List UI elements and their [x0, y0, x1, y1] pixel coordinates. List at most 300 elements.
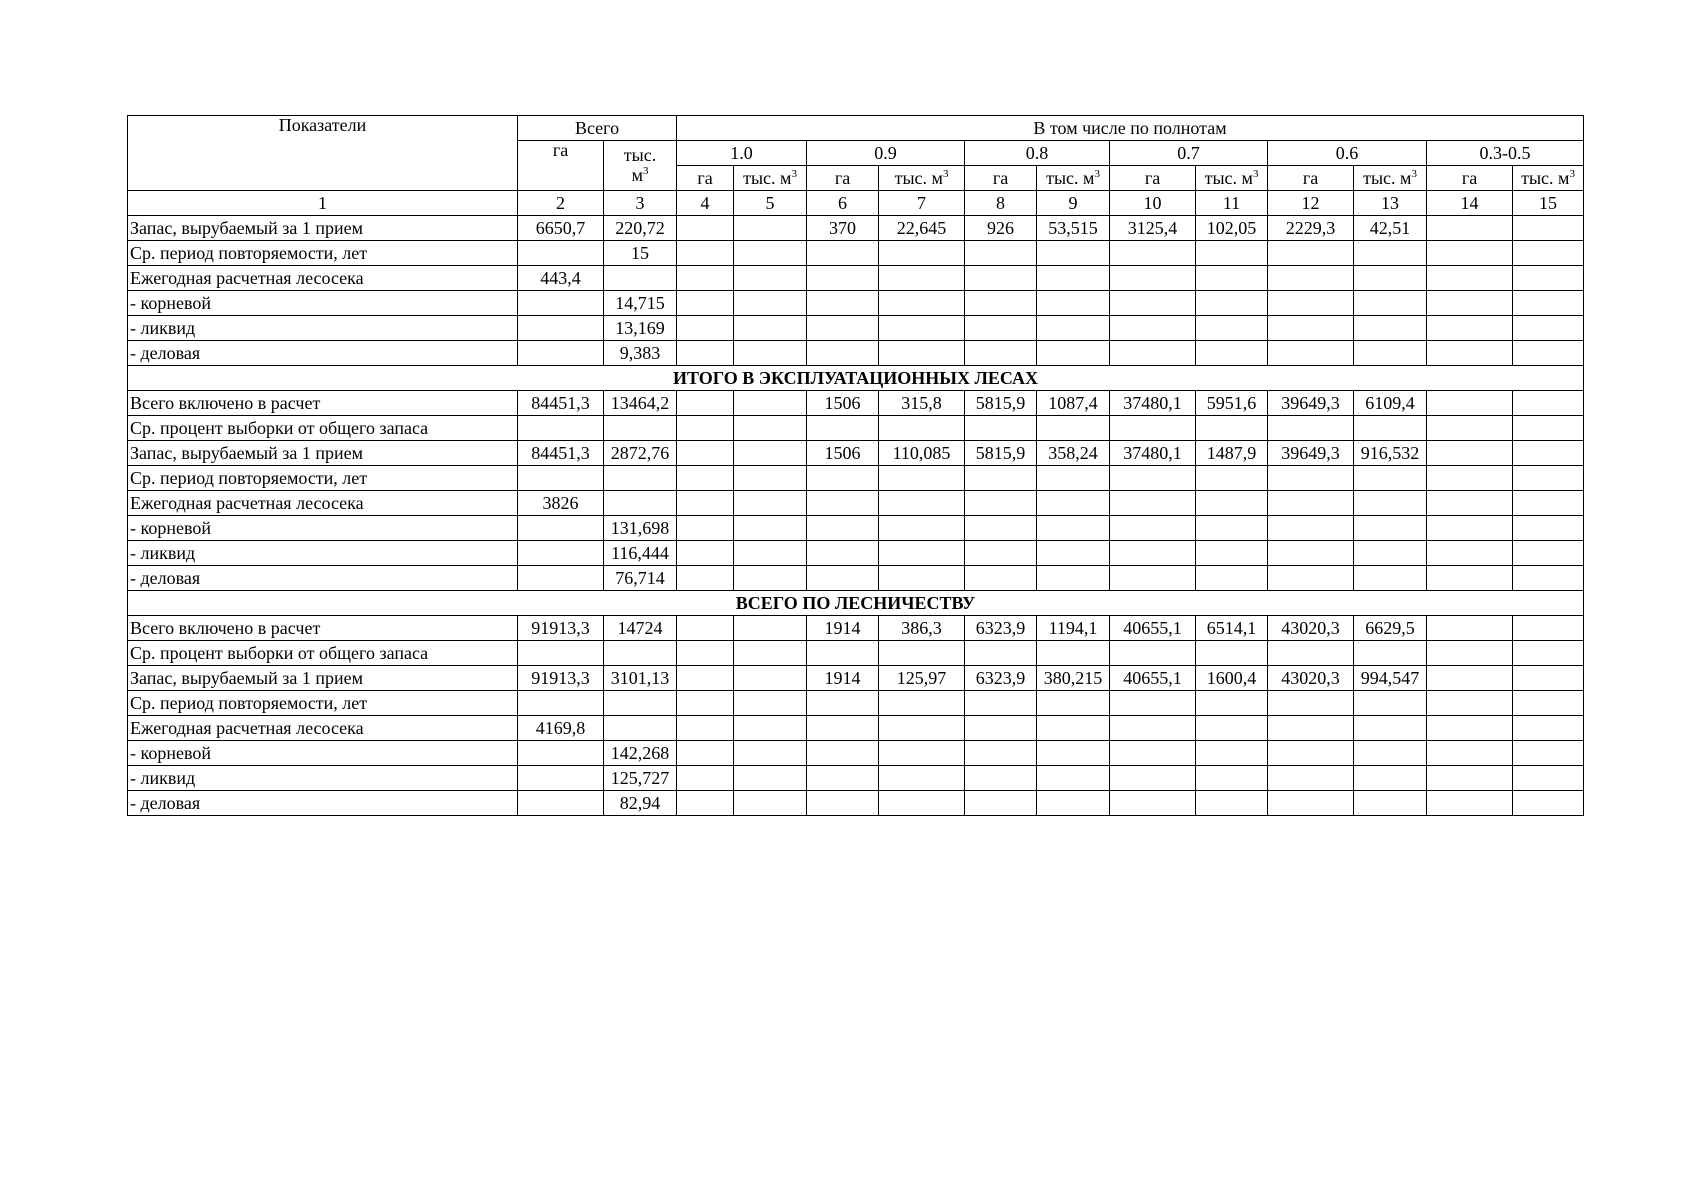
table-cell [677, 541, 734, 566]
table-cell [677, 691, 734, 716]
row-label: - корневой [128, 291, 518, 316]
table-row [128, 466, 1584, 491]
table-cell [1110, 491, 1196, 516]
table-cell [1427, 516, 1513, 541]
table-cell: 43020,3 [1268, 666, 1354, 691]
density-group-header: 1.0 [677, 141, 807, 166]
section-title: ИТОГО В ЭКСПЛУАТАЦИОННЫХ ЛЕСАХ [128, 366, 1584, 391]
table-cell: 916,532 [1354, 441, 1427, 466]
table-cell [1354, 316, 1427, 341]
table-cell [677, 341, 734, 366]
table-cell: 40655,1 [1110, 666, 1196, 691]
table-cell [518, 691, 604, 716]
table-cell [1196, 316, 1268, 341]
table-cell [518, 541, 604, 566]
unit-thousand-m3-header: тыс. $м^3$ [1037, 166, 1110, 191]
table-cell: 4169,8 [518, 716, 604, 741]
table-cell [879, 291, 965, 316]
table-cell [807, 741, 879, 766]
table-cell [604, 691, 677, 716]
table-cell [879, 466, 965, 491]
table-row [128, 291, 1584, 316]
table-cell [677, 791, 734, 816]
table-cell [965, 741, 1037, 766]
table-cell [1037, 341, 1110, 366]
table-cell [1196, 741, 1268, 766]
table-cell [1110, 641, 1196, 666]
table-cell [734, 241, 807, 266]
table-cell: 53,515 [1037, 216, 1110, 241]
table-cell: 13464,2 [604, 391, 677, 416]
row-label: Запас, вырубаемый за 1 прием [128, 666, 518, 691]
table-cell [965, 316, 1037, 341]
table-cell [1427, 616, 1513, 641]
table-cell: 220,72 [604, 216, 677, 241]
table-cell [879, 516, 965, 541]
table-cell: 91913,3 [518, 616, 604, 641]
unit-ha-header: га [965, 166, 1037, 191]
column-number: 4 [677, 191, 734, 216]
table-cell [604, 716, 677, 741]
table-cell [1110, 791, 1196, 816]
table-cell [1268, 516, 1354, 541]
table-cell [734, 216, 807, 241]
table-cell: 1506 [807, 391, 879, 416]
table-row [128, 541, 1584, 566]
table-cell [1110, 741, 1196, 766]
table-cell: 39649,3 [1268, 441, 1354, 466]
row-label: Ср. период повторяемости, лет [128, 241, 518, 266]
table-cell [1513, 641, 1584, 666]
table-cell [1354, 466, 1427, 491]
table-cell [1196, 541, 1268, 566]
table-cell [965, 641, 1037, 666]
table-cell [734, 466, 807, 491]
table-cell [734, 516, 807, 541]
unit-thousand-m3-header: тыс. $м^3$ [734, 166, 807, 191]
table-cell [1110, 566, 1196, 591]
table-cell [1354, 291, 1427, 316]
table-cell: 91913,3 [518, 666, 604, 691]
table-row [128, 766, 1584, 791]
table-cell [1354, 741, 1427, 766]
table-cell [1196, 566, 1268, 591]
table-cell [965, 291, 1037, 316]
table-cell [1037, 466, 1110, 491]
table-cell [1513, 566, 1584, 591]
table-cell [1196, 491, 1268, 516]
row-label: Ср. период повторяемости, лет [128, 691, 518, 716]
table-cell [1513, 241, 1584, 266]
table-cell [879, 691, 965, 716]
table-cell [1196, 266, 1268, 291]
table-cell [965, 691, 1037, 716]
table-cell [1427, 216, 1513, 241]
table-cell [1037, 416, 1110, 441]
table-cell [604, 466, 677, 491]
table-cell [1110, 341, 1196, 366]
table-cell [1037, 741, 1110, 766]
table-cell: 37480,1 [1110, 441, 1196, 466]
table-cell [965, 341, 1037, 366]
row-label: - ликвид [128, 541, 518, 566]
table-cell [879, 641, 965, 666]
row-label: - деловая [128, 341, 518, 366]
table-cell [1513, 616, 1584, 641]
table-cell [807, 716, 879, 741]
table-cell [1513, 441, 1584, 466]
table-cell: 443,4 [518, 266, 604, 291]
column-number: 15 [1513, 191, 1584, 216]
column-number: 12 [1268, 191, 1354, 216]
unit-ha-header: га [677, 166, 734, 191]
table-cell: 13,169 [604, 316, 677, 341]
table-cell [604, 416, 677, 441]
table-cell [807, 241, 879, 266]
table-cell [1037, 516, 1110, 541]
table-cell [1354, 541, 1427, 566]
table-cell [879, 541, 965, 566]
table-cell [1513, 316, 1584, 341]
table-cell [965, 491, 1037, 516]
table-cell [1268, 491, 1354, 516]
row-label: Ср. период повторяемости, лет [128, 466, 518, 491]
table-cell [1427, 341, 1513, 366]
table-cell [518, 466, 604, 491]
table-cell [1037, 791, 1110, 816]
table-cell: 82,94 [604, 791, 677, 816]
table-cell: 22,645 [879, 216, 965, 241]
table-cell [1427, 566, 1513, 591]
table-cell [1268, 791, 1354, 816]
table-cell [677, 666, 734, 691]
table-cell [1037, 491, 1110, 516]
table-cell [807, 316, 879, 341]
table-cell [1427, 641, 1513, 666]
unit-ha-header: га [1268, 166, 1354, 191]
table-cell [1513, 466, 1584, 491]
table-cell: 386,3 [879, 616, 965, 641]
table-cell [1513, 791, 1584, 816]
table-cell [518, 566, 604, 591]
section-title-row [128, 591, 1584, 616]
table-cell [1354, 416, 1427, 441]
table-cell: 5951,6 [1196, 391, 1268, 416]
table-cell [734, 566, 807, 591]
table-cell [879, 241, 965, 266]
table-cell [734, 691, 807, 716]
table-cell [807, 491, 879, 516]
table-cell [1354, 691, 1427, 716]
table-cell [1196, 691, 1268, 716]
table-cell [1427, 541, 1513, 566]
table-cell [1427, 666, 1513, 691]
table-cell [1268, 541, 1354, 566]
table-cell [1513, 491, 1584, 516]
table-cell [604, 491, 677, 516]
table-cell [807, 266, 879, 291]
table-cell [807, 341, 879, 366]
table-cell [1427, 266, 1513, 291]
unit-ha-header: га [807, 166, 879, 191]
table-cell [1513, 291, 1584, 316]
table-cell [1268, 416, 1354, 441]
section-title: ВСЕГО ПО ЛЕСНИЧЕСТВУ [128, 591, 1584, 616]
header-total-ha: га [518, 141, 604, 191]
table-cell [1196, 766, 1268, 791]
table-cell: 370 [807, 216, 879, 241]
table-cell: 380,215 [1037, 666, 1110, 691]
table-cell [1513, 391, 1584, 416]
table-cell [879, 766, 965, 791]
table-header [128, 116, 1584, 216]
table-cell [1110, 516, 1196, 541]
table-cell [734, 441, 807, 466]
table-cell [734, 341, 807, 366]
table-cell [1196, 291, 1268, 316]
table-cell [1037, 641, 1110, 666]
unit-thousand-m3-header: тыс. $м^3$ [1196, 166, 1268, 191]
table-row [128, 566, 1584, 591]
table-body [128, 216, 1584, 816]
table-cell [1427, 691, 1513, 716]
column-number: 13 [1354, 191, 1427, 216]
unit-m3-label: $м^3$ [631, 164, 649, 185]
table-cell [1513, 741, 1584, 766]
header-total-thousand-m3 [604, 141, 677, 191]
table-cell [1354, 566, 1427, 591]
column-number: 2 [518, 191, 604, 216]
table-cell [677, 516, 734, 541]
table-row [128, 516, 1584, 541]
table-cell [965, 266, 1037, 291]
table-row [128, 491, 1584, 516]
table-cell [1427, 741, 1513, 766]
table-cell [807, 516, 879, 541]
table-cell [1268, 766, 1354, 791]
table-cell: 358,24 [1037, 441, 1110, 466]
table-cell [1427, 391, 1513, 416]
table-cell [965, 566, 1037, 591]
table-cell: 6323,9 [965, 616, 1037, 641]
table-cell [1110, 716, 1196, 741]
table-cell: 6629,5 [1354, 616, 1427, 641]
table-cell [1196, 791, 1268, 816]
table-cell [1037, 566, 1110, 591]
table-cell [677, 566, 734, 591]
table-cell [807, 641, 879, 666]
table-cell [1037, 766, 1110, 791]
table-cell: 3826 [518, 491, 604, 516]
table-cell [518, 766, 604, 791]
table-cell [1268, 291, 1354, 316]
table-cell [1427, 766, 1513, 791]
table-cell [807, 691, 879, 716]
table-cell: 1194,1 [1037, 616, 1110, 641]
table-row [128, 266, 1584, 291]
unit-thousand-label: тыс. [623, 144, 657, 165]
table-cell [1427, 466, 1513, 491]
table-cell [1268, 641, 1354, 666]
table-cell: 5815,9 [965, 441, 1037, 466]
table-cell [965, 241, 1037, 266]
table-cell [677, 766, 734, 791]
table-cell: 15 [604, 241, 677, 266]
table-cell [677, 391, 734, 416]
table-cell [518, 341, 604, 366]
table-cell [677, 241, 734, 266]
table-row [128, 216, 1584, 241]
table-cell: 14724 [604, 616, 677, 641]
table-cell: 125,97 [879, 666, 965, 691]
table-cell [518, 791, 604, 816]
table-cell [734, 616, 807, 641]
table-cell [734, 766, 807, 791]
table-cell: 6323,9 [965, 666, 1037, 691]
table-cell [879, 341, 965, 366]
row-label: Запас, вырубаемый за 1 прием [128, 216, 518, 241]
table-cell [1268, 341, 1354, 366]
row-label: - корневой [128, 741, 518, 766]
table-cell [807, 466, 879, 491]
table-cell: 102,05 [1196, 216, 1268, 241]
table-cell [1513, 716, 1584, 741]
table-cell [604, 266, 677, 291]
table-cell [1513, 516, 1584, 541]
table-cell: 39649,3 [1268, 391, 1354, 416]
row-label: Запас, вырубаемый за 1 прием [128, 441, 518, 466]
table-cell [734, 291, 807, 316]
table-cell [518, 316, 604, 341]
table-row [128, 616, 1584, 641]
column-number: 7 [879, 191, 965, 216]
table-cell: 76,714 [604, 566, 677, 591]
table-cell [677, 741, 734, 766]
unit-thousand-m3-header: тыс. $м^3$ [879, 166, 965, 191]
table-cell: 2229,3 [1268, 216, 1354, 241]
table-cell [1110, 466, 1196, 491]
table-cell [1268, 316, 1354, 341]
table-row [128, 391, 1584, 416]
table-cell [677, 616, 734, 641]
table-cell [677, 291, 734, 316]
table-cell: 6109,4 [1354, 391, 1427, 416]
table-cell [1037, 316, 1110, 341]
table-cell [1037, 266, 1110, 291]
table-cell [1196, 241, 1268, 266]
table-cell [807, 291, 879, 316]
column-numbers-row [128, 191, 1584, 216]
density-group-header: 0.3-0.5 [1427, 141, 1584, 166]
table-cell [879, 741, 965, 766]
table-cell [879, 566, 965, 591]
table-cell [1427, 416, 1513, 441]
cutting-area-table [127, 115, 1584, 816]
row-label: Ежегодная расчетная лесосека [128, 491, 518, 516]
table-cell [879, 316, 965, 341]
table-cell: 1087,4 [1037, 391, 1110, 416]
table-cell [1268, 741, 1354, 766]
table-cell [518, 241, 604, 266]
column-number: 6 [807, 191, 879, 216]
table-cell [1513, 541, 1584, 566]
table-cell [1110, 691, 1196, 716]
table-cell [965, 541, 1037, 566]
table-cell [1354, 266, 1427, 291]
table-cell [1354, 791, 1427, 816]
table-cell: 994,547 [1354, 666, 1427, 691]
table-row [128, 241, 1584, 266]
table-cell: 6650,7 [518, 216, 604, 241]
table-cell [879, 266, 965, 291]
table-cell [734, 491, 807, 516]
table-cell [1427, 716, 1513, 741]
row-label: - деловая [128, 791, 518, 816]
table-cell [677, 641, 734, 666]
table-cell [1037, 291, 1110, 316]
header-row-1 [128, 116, 1584, 141]
table-cell [1268, 716, 1354, 741]
table-cell [677, 266, 734, 291]
table-cell: 6514,1 [1196, 616, 1268, 641]
unit-thousand-m3-header: тыс. $м^3$ [1513, 166, 1584, 191]
row-label: Ср. процент выборки от общего запаса [128, 416, 518, 441]
table-cell: 1914 [807, 666, 879, 691]
section-title-row [128, 366, 1584, 391]
table-cell [1037, 716, 1110, 741]
table-cell: 116,444 [604, 541, 677, 566]
table-row [128, 441, 1584, 466]
table-cell: 9,383 [604, 341, 677, 366]
table-cell [677, 441, 734, 466]
column-number: 10 [1110, 191, 1196, 216]
table-cell [1196, 466, 1268, 491]
table-cell [677, 466, 734, 491]
table-cell [807, 566, 879, 591]
table-cell: 131,698 [604, 516, 677, 541]
table-cell [1110, 416, 1196, 441]
table-cell [734, 741, 807, 766]
table-cell [1427, 316, 1513, 341]
table-cell [734, 416, 807, 441]
table-cell [1354, 641, 1427, 666]
table-row [128, 716, 1584, 741]
table-cell: 110,085 [879, 441, 965, 466]
row-label: Всего включено в расчет [128, 391, 518, 416]
table-cell [1354, 241, 1427, 266]
table-cell [518, 516, 604, 541]
table-cell: 1914 [807, 616, 879, 641]
table-row [128, 791, 1584, 816]
header-indicators: Показатели [128, 116, 518, 191]
table-cell [879, 416, 965, 441]
table-cell: 3101,13 [604, 666, 677, 691]
table-cell [1196, 416, 1268, 441]
table-cell [965, 516, 1037, 541]
table-cell [807, 541, 879, 566]
table-cell [518, 741, 604, 766]
density-group-header: 0.7 [1110, 141, 1268, 166]
table-cell [734, 791, 807, 816]
unit-ha-header: га [1427, 166, 1513, 191]
table-cell [1354, 516, 1427, 541]
table-cell [677, 491, 734, 516]
table-cell [1354, 716, 1427, 741]
table-cell [677, 716, 734, 741]
table-cell [1427, 241, 1513, 266]
unit-thousand-m3-header: тыс. $м^3$ [1354, 166, 1427, 191]
table-cell [1110, 316, 1196, 341]
